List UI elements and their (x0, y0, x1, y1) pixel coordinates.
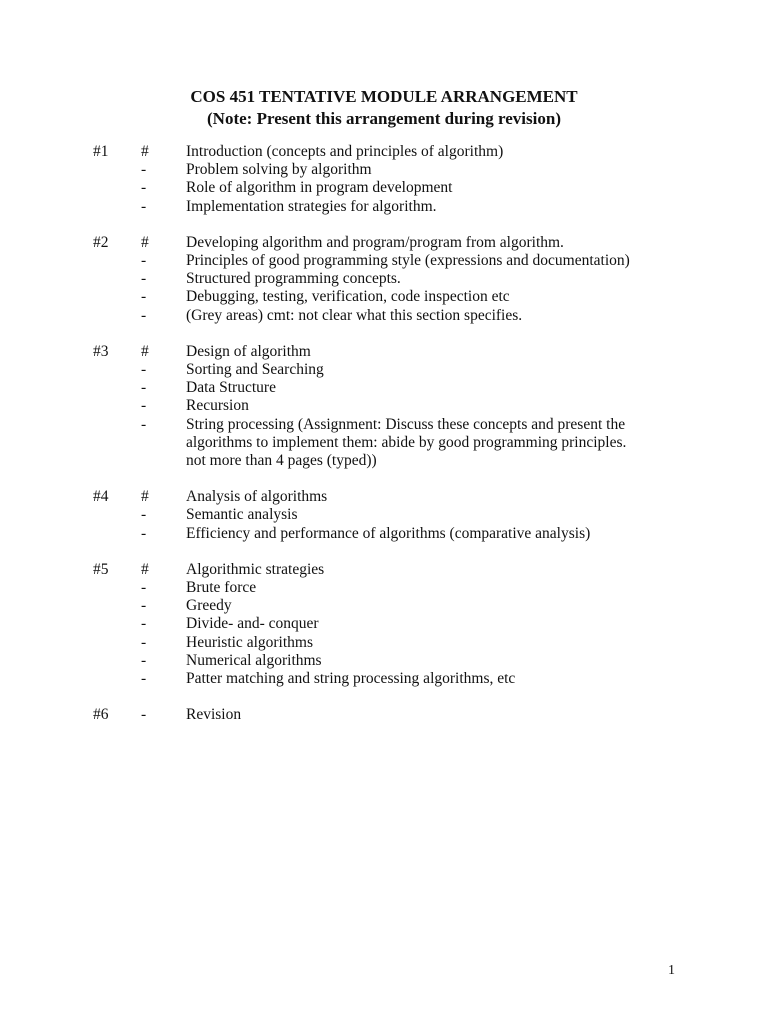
line-marker: - (141, 597, 147, 615)
module-line (93, 706, 733, 724)
line-text: algorithms to implement them: abide by good programming principles. (186, 433, 627, 451)
line-marker: - (141, 161, 147, 179)
line-marker: # (141, 560, 149, 578)
module-line (93, 161, 733, 179)
line-text: Structured programming concepts. (186, 270, 401, 288)
line-marker: # (141, 342, 149, 360)
module-line (93, 615, 733, 633)
module-line (93, 179, 733, 197)
module-line (93, 452, 733, 470)
line-text: Patter matching and string processing algorithms, etc (186, 670, 516, 688)
module-line (93, 379, 733, 397)
module-number: #1 (93, 143, 109, 160)
module-number: #5 (93, 560, 109, 578)
line-text: Sorting and Searching (186, 361, 324, 379)
module-4 (93, 488, 733, 543)
module-number: #6 (93, 706, 109, 724)
module-line (93, 579, 733, 597)
module-line (93, 506, 733, 524)
line-text: String processing (Assignment: Discuss these concepts and present the (186, 415, 626, 433)
module-line (93, 234, 733, 252)
line-marker: - (141, 506, 147, 524)
line-marker: - (141, 415, 147, 433)
line-marker: - (141, 524, 147, 542)
line-text: Divide- and- conquer (186, 615, 319, 633)
module-number: #3 (93, 342, 109, 360)
module-line (93, 143, 733, 161)
line-marker: - (141, 179, 147, 197)
module-line (93, 488, 733, 506)
line-marker: - (141, 633, 147, 651)
line-marker: - (141, 361, 147, 379)
line-text: Brute force (186, 579, 257, 597)
module-line (93, 670, 733, 688)
line-text: Design of algorithm (186, 342, 311, 360)
line-marker: # (141, 143, 149, 160)
module-line (93, 270, 733, 288)
line-marker: - (141, 252, 147, 270)
line-text: Heuristic algorithms (186, 633, 313, 651)
module-5 (93, 561, 733, 688)
line-marker: - (141, 651, 147, 669)
module-line (93, 198, 733, 216)
line-marker: - (141, 306, 147, 324)
line-text: Introduction (concepts and principles of algorithm) (186, 143, 504, 160)
module-line (93, 634, 733, 652)
line-marker: - (141, 706, 147, 724)
line-marker: - (141, 615, 147, 633)
line-marker: - (141, 579, 147, 597)
line-text: Problem solving by algorithm (186, 161, 372, 179)
module-line (93, 397, 733, 415)
line-text: Principles of good programming style (expressions and documentation) (186, 252, 630, 270)
line-text: Recursion (186, 397, 249, 415)
line-marker: # (141, 488, 149, 506)
module-6 (93, 706, 733, 724)
module-line (93, 525, 733, 543)
module-line (93, 416, 733, 434)
document-title: COS 451 TENTATIVE MODULE ARRANGEMENT (190, 87, 578, 106)
module-number: #2 (93, 233, 109, 251)
line-marker: - (141, 379, 147, 397)
module-line (93, 652, 733, 670)
module-line (93, 434, 733, 452)
line-text: Efficiency and performance of algorithms (comparative analysis) (186, 524, 591, 542)
line-text: Developing algorithm and program/program from algorithm. (186, 233, 564, 251)
module-2 (93, 234, 733, 325)
line-text: Debugging, testing, verification, code inspection etc (186, 288, 510, 306)
module-number: #4 (93, 488, 109, 506)
document-subtitle: (Note: Present this arrangement during revision) (207, 109, 561, 128)
module-line (93, 361, 733, 379)
line-text: Data Structure (186, 379, 276, 397)
line-marker: - (141, 670, 147, 688)
module-1 (93, 143, 733, 216)
line-text: (Grey areas) cmt: not clear what this section specifies. (186, 306, 523, 324)
module-line (93, 252, 733, 270)
module-line (93, 561, 733, 579)
page-number: 1 (668, 963, 675, 978)
line-text: Revision (186, 706, 242, 724)
line-text: Role of algorithm in program development (186, 179, 453, 197)
module-line (93, 343, 733, 361)
line-text: Semantic analysis (186, 506, 298, 524)
module-list (93, 143, 733, 742)
module-line (93, 597, 733, 615)
module-line (93, 288, 733, 306)
line-marker: - (141, 397, 147, 415)
line-marker: # (141, 233, 149, 251)
line-text: Greedy (186, 597, 232, 615)
line-marker: - (141, 288, 147, 306)
line-marker: - (141, 197, 147, 215)
line-marker: - (141, 270, 147, 288)
line-text: not more than 4 pages (typed)) (186, 452, 377, 470)
line-text: Analysis of algorithms (186, 488, 328, 506)
module-3 (93, 343, 733, 470)
line-text: Numerical algorithms (186, 651, 322, 669)
line-text: Algorithmic strategies (186, 560, 325, 578)
line-text: Implementation strategies for algorithm. (186, 197, 437, 215)
module-line (93, 307, 733, 325)
